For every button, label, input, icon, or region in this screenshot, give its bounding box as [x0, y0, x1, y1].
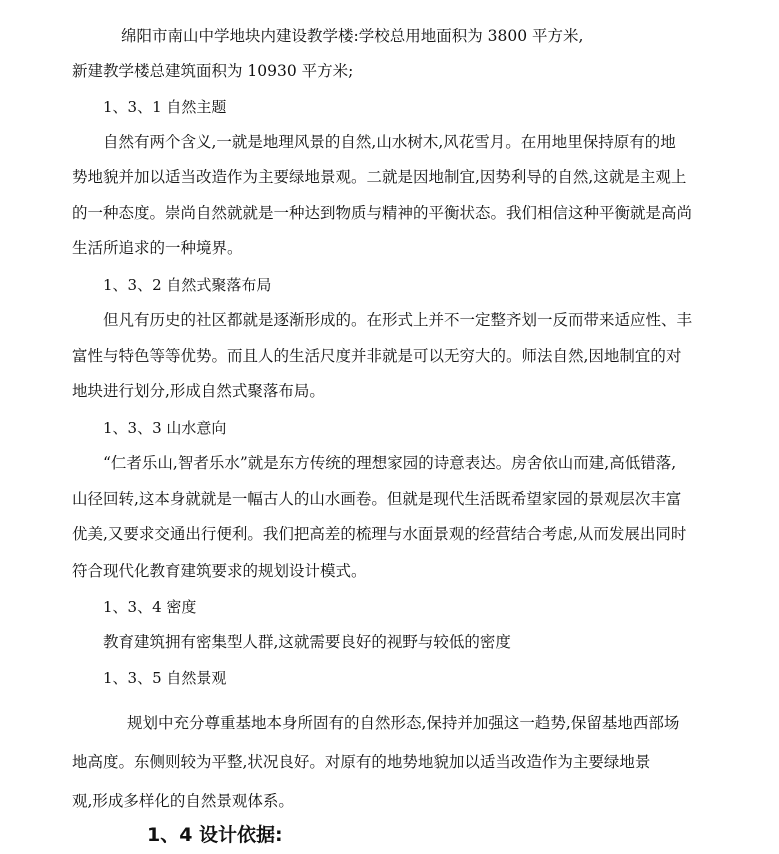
section-heading-design-basis: 1、4 设计依据: [147, 824, 283, 846]
paragraph-line: 山径回转,这本身就就是一幅古人的山水画卷。但就是现代生活既希望家园的景观层次丰富 [72, 490, 682, 508]
intro-line-2: 新建教学楼总建筑面积为 10930 平方米; [72, 62, 354, 80]
paragraph-line: 势地貌并加以适当改造作为主要绿地景观。二就是因地制宜,因势利导的自然,这就是主观上 [72, 168, 687, 186]
paragraph-line: 优美,又要求交通出行便利。我们把高差的梳理与水面景观的经营结合考虑,从而发展出同时 [72, 525, 687, 543]
intro-line-1: 绵阳市南山中学地块内建设教学楼:学校总用地面积为 3800 平方米, [121, 27, 584, 45]
paragraph-line: 自然有两个含义,一就是地理风景的自然,山水树木,风花雪月。在用地里保持原有的地 [103, 133, 676, 151]
paragraph-line: “仁者乐山,智者乐水”就是东方传统的理想家园的诗意表达。房舍依山而建,高低错落, [103, 454, 677, 472]
paragraph-line: 观,形成多样化的自然景观体系。 [72, 792, 294, 810]
paragraph-line: 的一种态度。崇尚自然就就是一种达到物质与精神的平衡状态。我们相信这种平衡就是高尚 [72, 204, 693, 222]
paragraph-line: 符合现代化教育建筑要求的规划设计模式。 [72, 562, 367, 580]
section-heading-natural-landscape: 1、3、5 自然景观 [103, 669, 227, 687]
paragraph-line: 地块进行划分,形成自然式聚落布局。 [72, 382, 325, 400]
section-heading-landscape-intent: 1、3、3 山水意向 [103, 419, 227, 437]
section-heading-settlement-layout: 1、3、2 自然式聚落布局 [103, 276, 272, 294]
paragraph-line: 教育建筑拥有密集型人群,这就需要良好的视野与较低的密度 [103, 633, 511, 651]
paragraph-line: 富性与特色等等优势。而且人的生活尺度并非就是可以无穷大的。师法自然,因地制宜的对 [72, 347, 682, 365]
paragraph-line: 地高度。东侧则较为平整,状况良好。对原有的地势地貌加以适当改造作为主要绿地景 [72, 753, 651, 771]
section-heading-density: 1、3、4 密度 [103, 598, 197, 616]
paragraph-line: 规划中充分尊重基地本身所固有的自然形态,保持并加强这一趋势,保留基地西部场 [127, 714, 680, 732]
section-heading-natural-theme: 1、3、1 自然主题 [103, 98, 227, 116]
paragraph-line: 但凡有历史的社区都就是逐渐形成的。在形式上并不一定整齐划一反而带来适应性、丰 [103, 311, 693, 329]
paragraph-line: 生活所追求的一种境界。 [72, 239, 243, 257]
